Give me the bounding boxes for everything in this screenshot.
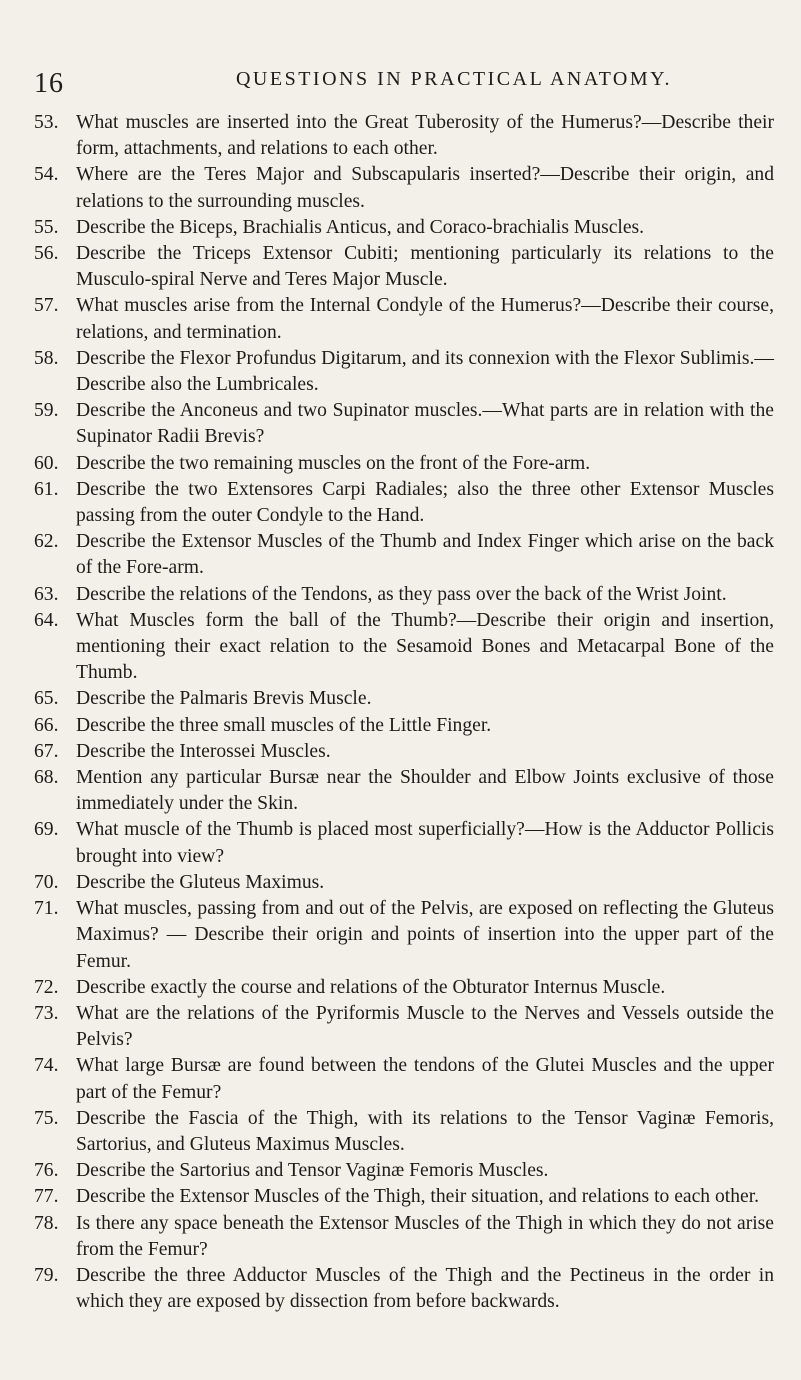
- question-number: 63.: [34, 583, 59, 605]
- question-item: [34, 241, 774, 293]
- question-item: [34, 529, 774, 581]
- question-text: What muscles, passing from and out of the Pelvis, are exposed on reflecting the Gluteus Maximus? — Describe their origin and points of insertion into the upper part of the Femur.: [76, 898, 774, 972]
- question-text: What are the relations of the Pyriformis Muscle to the Nerves and Vessels outside the Pelvis?: [76, 1002, 774, 1051]
- question-text: Describe the Palmaris Brevis Muscle.: [76, 688, 372, 710]
- question-item: [34, 398, 774, 450]
- question-text: Describe the two remaining muscles on the front of the Fore-arm.: [76, 452, 591, 474]
- question-number: 57.: [34, 295, 59, 317]
- question-text: Describe the three small muscles of the Little Finger.: [76, 714, 492, 736]
- question-text: Describe the Extensor Muscles of the Thumb and Index Finger which arise on the back of the Fore-arm.: [76, 531, 774, 579]
- question-number: 79.: [34, 1264, 59, 1286]
- question-item: [34, 1263, 774, 1315]
- question-item: [34, 713, 774, 739]
- question-item: [34, 1001, 774, 1053]
- running-head: QUESTIONS IN PRACTICAL ANATOMY.: [235, 68, 673, 90]
- question-number: 59.: [34, 400, 59, 422]
- question-number: 75.: [34, 1107, 59, 1129]
- question-text: Describe the Anconeus and two Supinator muscles.—What parts are in relation with the Supinator Radii Brevis?: [76, 400, 774, 448]
- question-item: [34, 896, 774, 975]
- question-text: Describe the Fascia of the Thigh, with its relations to the Tensor Vaginæ Femoris, Sartorius, and Gluteus Maximus Muscles.: [76, 1107, 774, 1155]
- question-text: What large Bursæ are found between the tendons of the Glutei Muscles and the upper part of the Femur?: [76, 1055, 774, 1103]
- question-text: Describe the two Extensores Carpi Radiales; also the three other Extensor Muscles passing from the outer Condyle to the Hand.: [76, 478, 774, 527]
- question-number: 74.: [34, 1055, 59, 1077]
- question-text: Describe the relations of the Tendons, as they pass over the back of the Wrist Joint.: [76, 583, 727, 605]
- question-text: Describe the Triceps Extensor Cubiti; mentioning particularly its relations to the Musculo-spiral Nerve and Teres Major Muscle.: [76, 243, 774, 291]
- question-text: Describe the Flexor Profundus Digitarum, and its connexion with the Flexor Sublimis.—Describe also the Lumbricales.: [76, 347, 774, 396]
- question-text: Describe the three Adductor Muscles of the Thigh and the Pectineus in the order in which they are exposed by dissection from before backwards.: [76, 1264, 774, 1313]
- question-number: 76.: [34, 1160, 59, 1182]
- question-number: 72.: [34, 976, 59, 998]
- question-item: [34, 451, 774, 477]
- question-text: Describe the Extensor Muscles of the Thigh, their situation, and relations to each other.: [76, 1186, 760, 1208]
- question-item: [34, 293, 774, 345]
- question-item: [34, 975, 774, 1001]
- question-number: 69.: [34, 819, 59, 841]
- question-text: What muscle of the Thumb is placed most superficially?—How is the Adductor Pollicis brought into view?: [76, 819, 774, 867]
- question-item: [34, 346, 774, 398]
- question-number: 78.: [34, 1212, 59, 1234]
- question-number: 54.: [34, 164, 59, 186]
- question-number: 60.: [34, 452, 59, 474]
- question-number: 65.: [34, 688, 59, 710]
- question-item: [34, 1106, 774, 1158]
- question-number: 53.: [34, 112, 59, 133]
- question-number: 56.: [34, 243, 59, 265]
- question-number: 77.: [34, 1186, 59, 1208]
- question-item: [34, 765, 774, 817]
- question-text: Mention any particular Bursæ near the Shoulder and Elbow Joints exclusive of those immediately under the Skin.: [76, 767, 774, 815]
- page-header: [34, 68, 774, 108]
- question-item: [34, 1053, 774, 1105]
- question-item: [34, 162, 774, 214]
- question-item: [34, 686, 774, 712]
- question-number: 61.: [34, 478, 59, 500]
- question-text: What muscles arise from the Internal Condyle of the Humerus?—Describe their course, relations, and termination.: [76, 295, 774, 343]
- question-list: [34, 110, 774, 1315]
- question-number: 71.: [34, 898, 59, 920]
- question-item: [34, 582, 774, 608]
- question-item: [34, 477, 774, 529]
- question-number: 73.: [34, 1002, 59, 1024]
- page-number: 16: [34, 68, 64, 99]
- question-item: [34, 608, 774, 687]
- question-number: 66.: [34, 714, 59, 736]
- question-text: What muscles are inserted into the Great Tuberosity of the Humerus?—Describe their form, attachments, and relations to each other.: [76, 112, 774, 160]
- question-number: 62.: [34, 531, 59, 553]
- question-item: [34, 215, 774, 241]
- question-text: Describe the Sartorius and Tensor Vaginæ Femoris Muscles.: [76, 1160, 549, 1182]
- question-number: 67.: [34, 740, 59, 762]
- question-text: Is there any space beneath the Extensor Muscles of the Thigh in which they do not arise from the Femur?: [76, 1212, 774, 1260]
- question-number: 55.: [34, 216, 59, 238]
- question-number: 58.: [34, 347, 59, 369]
- question-text: Describe the Interossei Muscles.: [76, 740, 331, 762]
- question-number: 70.: [34, 871, 59, 893]
- question-item: [34, 1158, 774, 1184]
- question-text: Where are the Teres Major and Subscapularis inserted?—Describe their origin, and relations to the surrounding muscles.: [76, 164, 774, 212]
- question-item: [34, 739, 774, 765]
- question-text: What Muscles form the ball of the Thumb?—Describe their origin and insertion, mentioning their exact relation to the Sesamoid Bones and Metacarpal Bone of the Thumb.: [76, 609, 774, 684]
- question-text: Describe the Biceps, Brachialis Anticus, and Coraco-brachialis Muscles.: [76, 216, 645, 238]
- question-number: 64.: [34, 609, 59, 631]
- question-text: Describe the Gluteus Maximus.: [76, 871, 325, 893]
- question-item: [34, 1184, 774, 1210]
- question-text: Describe exactly the course and relations of the Obturator Internus Muscle.: [76, 976, 666, 998]
- question-item: [34, 817, 774, 869]
- question-item: [34, 870, 774, 896]
- question-item: [34, 1211, 774, 1263]
- question-item: [34, 110, 774, 162]
- question-number: 68.: [34, 767, 59, 789]
